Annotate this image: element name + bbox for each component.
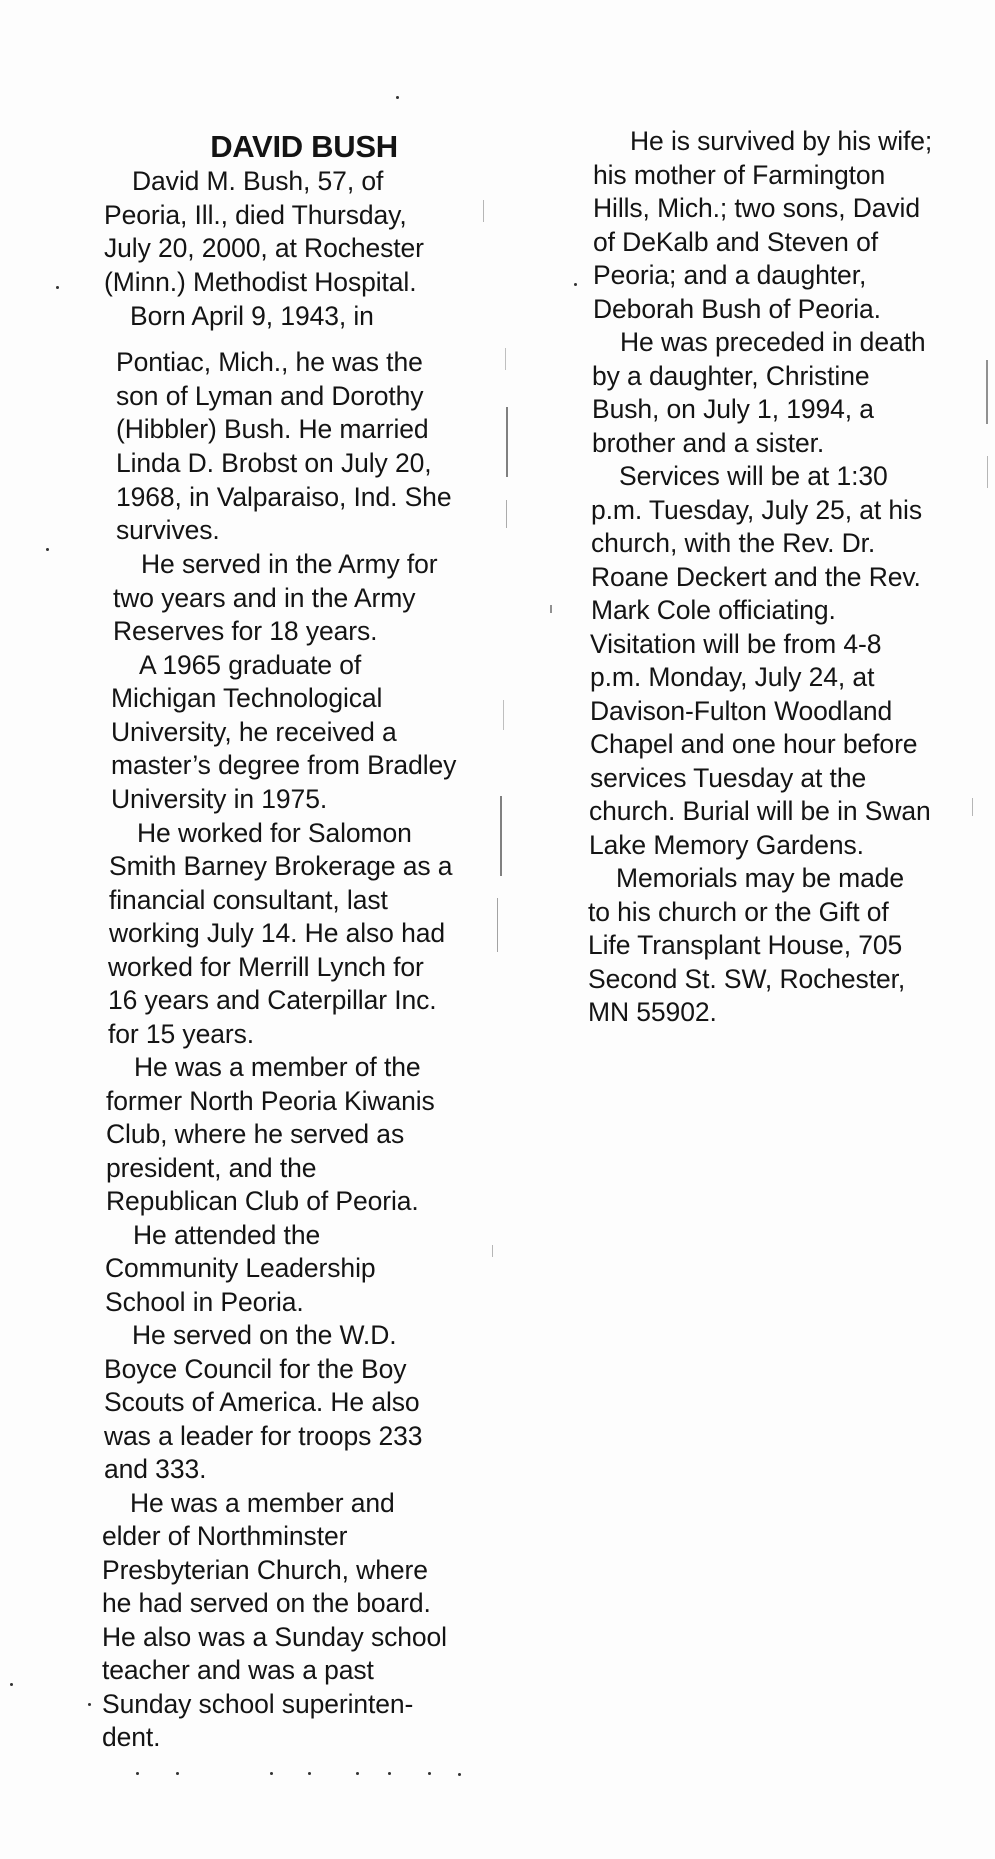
text-line: Republican Club of Peoria. xyxy=(106,1186,419,1216)
text-line: Presbyterian Church, where xyxy=(102,1555,428,1585)
text-line: Pontiac, Mich., he was the xyxy=(116,347,423,377)
scan-artifact xyxy=(987,456,988,488)
text-line: Roane Deckert and the Rev. xyxy=(591,562,921,592)
scan-speck xyxy=(574,283,577,286)
text-line: to his church or the Gift of xyxy=(588,897,889,927)
text-line: Peoria; and a daughter, xyxy=(593,260,867,290)
text-line: (Minn.) Methodist Hospital. xyxy=(104,267,417,297)
text-line: University, he received a xyxy=(111,717,397,747)
text-line: Smith Barney Brokerage as a xyxy=(109,851,453,881)
text-line: Davison-Fulton Woodland xyxy=(590,696,893,726)
scan-speck xyxy=(388,1772,391,1775)
text-line: He served on the W.D. xyxy=(132,1320,397,1350)
text-line: 16 years and Caterpillar Inc. xyxy=(108,985,437,1015)
scan-speck xyxy=(10,1683,13,1686)
obituary-headline: DAVID BUSH xyxy=(210,129,398,164)
text-line: School in Peoria. xyxy=(105,1287,304,1317)
text-line: son of Lyman and Dorothy xyxy=(116,381,424,411)
text-line: He attended the xyxy=(133,1220,321,1250)
text-line: his mother of Farmington xyxy=(593,160,886,190)
scan-speck xyxy=(46,548,49,551)
text-line: was a leader for troops 233 xyxy=(104,1421,423,1451)
text-line: Club, where he served as xyxy=(106,1119,405,1149)
scan-artifact xyxy=(506,500,507,528)
text-line: July 20, 2000, at Rochester xyxy=(104,233,424,263)
text-line: brother and a sister. xyxy=(592,428,825,458)
text-line: financial consultant, last xyxy=(109,885,388,915)
text-line: He was preceded in death xyxy=(620,327,926,357)
text-line: Sunday school superinten- xyxy=(102,1689,414,1719)
text-line: Linda D. Brobst on July 20, xyxy=(116,448,432,478)
scan-speck xyxy=(270,1772,273,1775)
text-line: Second St. SW, Rochester, xyxy=(588,964,906,994)
text-line: Community Leadership xyxy=(105,1253,376,1283)
text-line: Scouts of America. He also xyxy=(104,1387,420,1417)
text-line: Reserves for 18 years. xyxy=(113,616,378,646)
scan-artifact xyxy=(492,1245,493,1257)
text-line: Visitation will be from 4-8 xyxy=(590,629,882,659)
text-line: teacher and was a past xyxy=(102,1655,374,1685)
text-line: he had served on the board. xyxy=(102,1588,431,1618)
text-line: He served in the Army for xyxy=(141,549,438,579)
scan-artifact xyxy=(972,798,973,816)
text-line: Memorials may be made xyxy=(616,863,905,893)
text-line: University in 1975. xyxy=(111,784,328,814)
text-line: Mark Cole officiating. xyxy=(591,595,836,625)
text-line: church, with the Rev. Dr. xyxy=(591,528,876,558)
text-line: 1968, in Valparaiso, Ind. She xyxy=(116,482,452,512)
text-line: Hills, Mich.; two sons, David xyxy=(593,193,920,223)
scan-speck xyxy=(88,1703,91,1706)
text-line: He is survived by his wife; xyxy=(630,126,933,156)
text-line: church. Burial will be in Swan xyxy=(589,796,931,826)
text-line: Services will be at 1:30 xyxy=(619,461,888,491)
text-line: of DeKalb and Steven of xyxy=(593,227,878,257)
text-line: p.m. Monday, July 24, at xyxy=(590,662,875,692)
scan-speck xyxy=(428,1772,431,1775)
text-line: elder of Northminster xyxy=(102,1521,348,1551)
text-line: He was a member of the xyxy=(134,1052,421,1082)
text-line: Deborah Bush of Peoria. xyxy=(593,294,881,324)
text-line: former North Peoria Kiwanis xyxy=(106,1086,435,1116)
text-line: Life Transplant House, 705 xyxy=(588,930,903,960)
text-line: worked for Merrill Lynch for xyxy=(108,952,424,982)
scan-artifact xyxy=(506,407,508,477)
text-line: Peoria, Ill., died Thursday, xyxy=(104,200,407,230)
text-line: Chapel and one hour before xyxy=(590,729,918,759)
text-line: A 1965 graduate of xyxy=(139,650,362,680)
text-line: (Hibbler) Bush. He married xyxy=(116,414,429,444)
text-line: MN 55902. xyxy=(588,997,717,1027)
scan-artifact xyxy=(500,796,502,876)
text-line: and 333. xyxy=(104,1454,207,1484)
scan-speck xyxy=(56,286,59,289)
text-line: David M. Bush, 57, of xyxy=(132,166,384,196)
text-line: president, and the xyxy=(106,1153,317,1183)
text-line: master’s degree from Bradley xyxy=(111,750,457,780)
scan-artifact xyxy=(483,200,484,222)
scan-artifact xyxy=(986,360,988,424)
scan-speck xyxy=(176,1772,179,1775)
text-line: p.m. Tuesday, July 25, at his xyxy=(591,495,922,525)
text-line: Boyce Council for the Boy xyxy=(104,1354,407,1384)
text-line: Michigan Technological xyxy=(111,683,383,713)
scan-speck xyxy=(396,96,399,99)
text-line: He worked for Salomon xyxy=(137,818,412,848)
text-line: dent. xyxy=(102,1722,161,1752)
scan-speck xyxy=(356,1772,359,1775)
text-line: by a daughter, Christine xyxy=(592,361,870,391)
scan-artifact xyxy=(503,700,504,730)
scan-speck xyxy=(308,1772,311,1775)
scan-artifact xyxy=(550,605,552,613)
text-line: working July 14. He also had xyxy=(109,918,445,948)
scan-speck xyxy=(136,1772,139,1775)
text-line: Bush, on July 1, 1994, a xyxy=(592,394,874,424)
scan-artifact xyxy=(505,348,506,370)
text-line: Born April 9, 1943, in xyxy=(130,301,374,331)
text-line: for 15 years. xyxy=(108,1019,254,1049)
text-line: survives. xyxy=(116,515,220,545)
text-line: services Tuesday at the xyxy=(590,763,867,793)
text-line: He also was a Sunday school xyxy=(102,1622,447,1652)
scan-artifact xyxy=(497,898,498,952)
text-line: two years and in the Army xyxy=(113,583,416,613)
text-line: Lake Memory Gardens. xyxy=(589,830,864,860)
scan-speck xyxy=(458,1773,461,1776)
text-line: He was a member and xyxy=(130,1488,395,1518)
